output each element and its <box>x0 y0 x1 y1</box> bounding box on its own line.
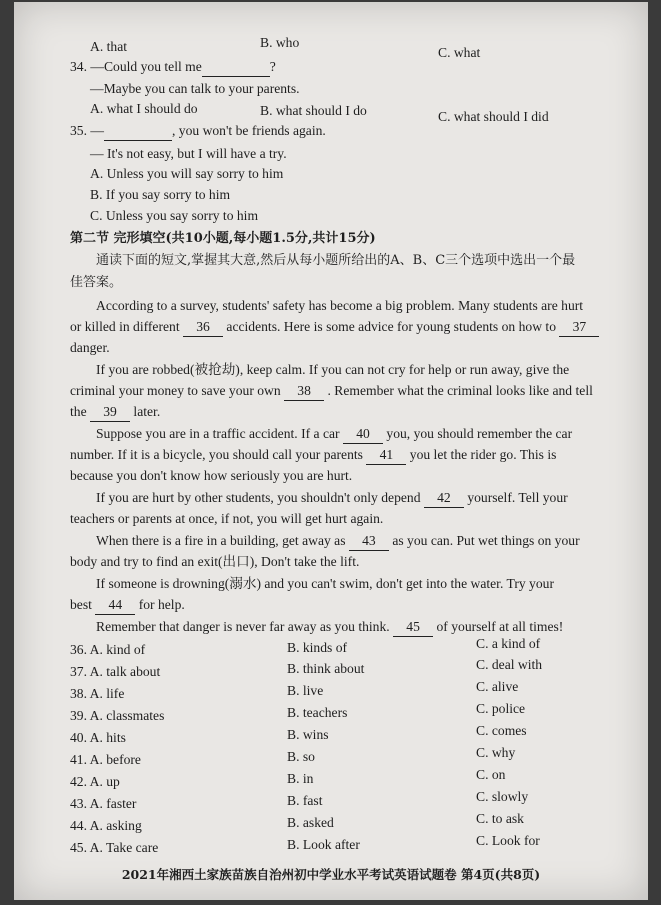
q35-option-a: A. Unless you will say sorry to him <box>90 166 284 181</box>
page-footer: 2021年湘西土家族苗族自治州初中学业水平考试英语试题卷 第4页(共8页) <box>121 867 541 882</box>
answer-row-38-b: B. live <box>287 683 324 698</box>
text: When there is a fire in a building, get away as <box>96 533 346 548</box>
answer-row-37-c: C. deal with <box>476 657 543 672</box>
passage-p6-line2 <box>70 596 185 615</box>
answer-row-39-c: C. police <box>476 701 526 716</box>
q35-option-c: C. Unless you say sorry to him <box>90 208 259 223</box>
answer-row-36-b: B. kinds of <box>287 640 348 655</box>
passage-p6: If someone is drowning(溺水) and you can't swim, don't get into the water. Try your <box>96 576 554 591</box>
q35-option-b: B. If you say sorry to him <box>90 187 231 202</box>
answer-row-41-b: B. so <box>287 749 315 764</box>
answer-row-41-c: C. why <box>476 745 516 760</box>
exam-page <box>14 2 648 900</box>
text: you let the rider go. This is <box>409 447 557 462</box>
text: Suppose you are in a traffic accident. If a car <box>96 426 340 441</box>
blank-39: 39 <box>90 403 130 422</box>
blank-40: 40 <box>343 425 383 444</box>
answer-row-45-a: 45. A. Take care <box>70 840 159 855</box>
text: for help. <box>138 597 185 612</box>
text: If you are hurt by other students, you shouldn't only depend <box>96 490 421 505</box>
text: of yourself at all times! <box>436 619 564 634</box>
passage-p3-line3: because you don't know how seriously you are hurt. <box>70 468 353 483</box>
answer-row-42-c: C. on <box>476 767 506 782</box>
passage-p4-line2: teachers or parents at once, if not, you will get hurt again. <box>70 511 384 526</box>
option-c: C. what <box>438 45 481 60</box>
answer-row-38-c: C. alive <box>476 679 519 694</box>
option-b: B. who <box>260 35 300 50</box>
text: later. <box>133 404 161 419</box>
text: yourself. Tell your <box>467 490 568 505</box>
text: criminal your money to save your own <box>70 383 281 398</box>
passage-p5 <box>96 532 580 551</box>
passage-p3 <box>96 425 572 444</box>
blank-37: 37 <box>559 318 599 337</box>
answer-row-43-a: 43. A. faster <box>70 796 137 811</box>
answer-row-40-c: C. comes <box>476 723 527 738</box>
answer-row-37-a: 37. A. talk about <box>70 664 161 679</box>
question-35 <box>70 122 326 141</box>
blank-44: 44 <box>95 596 135 615</box>
passage-p3-line2 <box>70 446 556 465</box>
question-34 <box>70 58 276 77</box>
passage-p4 <box>96 489 568 508</box>
q34-stem: 34. —Could you tell me <box>70 59 202 74</box>
q34-option-a: A. what I should do <box>90 101 198 116</box>
q35-stem-end: , you won't be friends again. <box>171 123 326 138</box>
passage-p2: If you are robbed(被抢劫), keep calm. If you can not cry for help or run away, give the <box>96 362 570 377</box>
text: you, you should remember the car <box>386 426 573 441</box>
text: the <box>70 404 87 419</box>
text: or killed in different <box>70 319 180 334</box>
q34-blank <box>202 58 270 77</box>
section-title: 第二节 完形填空(共10小题,每小题1.5分,共计15分) <box>70 231 376 246</box>
blank-43: 43 <box>349 532 389 551</box>
text: . Remember what the criminal looks like and tell <box>327 383 593 398</box>
q34-stem-end: ? <box>269 59 276 74</box>
q34-option-b: B. what should I do <box>260 103 367 118</box>
text: Remember that danger is never far away as you think. <box>96 619 390 634</box>
answer-row-44-c: C. to ask <box>476 811 524 826</box>
passage-p1-line3: danger. <box>70 340 110 355</box>
answer-row-44-a: 44. A. asking <box>70 818 142 833</box>
answer-row-43-c: C. slowly <box>476 789 529 804</box>
answer-row-38-a: 38. A. life <box>70 686 125 701</box>
blank-41: 41 <box>366 446 406 465</box>
blank-45: 45 <box>393 618 433 637</box>
answer-row-36-a: 36. A. kind of <box>70 642 146 657</box>
text: accidents. Here is some advice for young students on how to <box>226 319 556 334</box>
answer-row-41-a: 41. A. before <box>70 752 141 767</box>
answer-row-39-b: B. teachers <box>287 705 348 720</box>
answer-row-36-c: C. a kind of <box>476 636 541 651</box>
passage-p1: According to a survey, students' safety has become a big problem. Many students are hurt <box>96 298 584 313</box>
passage-p1-line2 <box>70 318 599 337</box>
blank-42: 42 <box>424 489 464 508</box>
answer-row-42-b: B. in <box>287 771 314 786</box>
text: best <box>70 597 92 612</box>
section-instructions: 通读下面的短文,掌握其大意,然后从每小题所给出的A、B、C三个选项中选出一个最 <box>96 253 576 268</box>
q35-reply: — It's not easy, but I will have a try. <box>90 146 287 161</box>
answer-row-43-b: B. fast <box>287 793 323 808</box>
q34-option-c: C. what should I did <box>438 109 549 124</box>
passage-p2-line2 <box>70 382 593 401</box>
answer-row-40-a: 40. A. hits <box>70 730 126 745</box>
answer-row-42-a: 42. A. up <box>70 774 120 789</box>
text: as you can. Put wet things on your <box>392 533 580 548</box>
option-a: A. that <box>90 39 127 54</box>
answer-row-37-b: B. think about <box>287 661 365 676</box>
blank-36: 36 <box>183 318 223 337</box>
section-instructions-end: 佳答案。 <box>70 275 123 290</box>
answer-row-45-c: C. Look for <box>476 833 540 848</box>
text: number. If it is a bicycle, you should call your parents <box>70 447 363 462</box>
q35-blank <box>104 122 172 141</box>
q35-stem: 35. — <box>70 123 104 138</box>
answer-row-40-b: B. wins <box>287 727 329 742</box>
passage-p2-line3 <box>70 403 160 422</box>
blank-38: 38 <box>284 382 324 401</box>
answer-row-39-a: 39. A. classmates <box>70 708 165 723</box>
answer-row-44-b: B. asked <box>287 815 334 830</box>
passage-p5-line2: body and try to find an exit(出口), Don't take the lift. <box>70 554 360 569</box>
q34-reply: —Maybe you can talk to your parents. <box>90 81 300 96</box>
answer-row-45-b: B. Look after <box>287 837 360 852</box>
